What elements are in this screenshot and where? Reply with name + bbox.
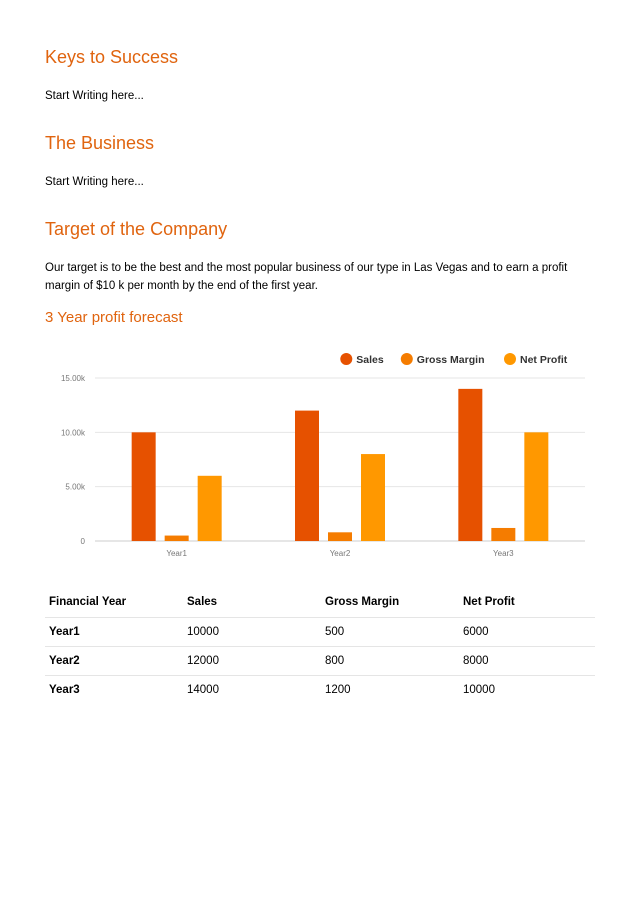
- bar-gross-margin: [328, 532, 352, 541]
- bar-sales: [132, 432, 156, 541]
- forecast-table: [45, 586, 595, 704]
- y-tick-label: 10.00k: [60, 428, 85, 438]
- section-body-target: Our target is to be the best and the most popular business of our type in Las Vegas and to earn a profit margin of $10 k per month by the end of the first year.: [45, 262, 568, 292]
- table-header-cell: Net Profit: [463, 595, 515, 608]
- bar-sales: [458, 389, 482, 541]
- table-header-row: [45, 586, 595, 618]
- section-title-target: Target of the Company: [45, 219, 228, 239]
- table-cell: 12000: [183, 647, 321, 676]
- table-header-cell: Sales: [187, 595, 218, 608]
- section-body-business: Start Writing here...: [45, 176, 144, 188]
- legend-swatch: [401, 353, 413, 365]
- table-cell: 500: [321, 618, 459, 647]
- table-row: [45, 647, 595, 676]
- table-cell: Year2: [45, 647, 183, 676]
- table-cell: 8000: [459, 647, 595, 676]
- x-tick-label: Year3: [493, 549, 514, 558]
- section-body-keys: Start Writing here...: [45, 90, 144, 102]
- profit-forecast-chart: [40, 345, 590, 565]
- table-cell: 10000: [183, 618, 321, 647]
- table-cell: Year3: [45, 676, 183, 705]
- table-cell: 6000: [459, 618, 595, 647]
- legend-label: Sales: [356, 354, 384, 366]
- legend-label: Net Profit: [520, 354, 568, 366]
- bar-net-profit: [198, 476, 222, 541]
- table-cell: 1200: [321, 676, 459, 705]
- y-tick-label: 5.00k: [65, 482, 85, 492]
- bar-sales: [295, 411, 319, 541]
- forecast-title: 3 Year profit forecast: [45, 309, 183, 326]
- table-header-cell: Gross Margin: [325, 595, 400, 608]
- y-tick-label: 0: [80, 537, 85, 546]
- table-cell: 10000: [459, 676, 595, 705]
- table-cell: 14000: [183, 676, 321, 705]
- legend-swatch: [504, 353, 516, 365]
- legend-label: Gross Margin: [416, 354, 485, 366]
- legend-swatch: [340, 353, 352, 365]
- x-tick-label: Year1: [166, 549, 187, 558]
- table-row: [45, 676, 595, 705]
- table-header-cell: Financial Year: [49, 595, 127, 608]
- table-cell: 800: [321, 647, 459, 676]
- bar-gross-margin: [491, 528, 515, 541]
- section-title-business: The Business: [45, 133, 155, 153]
- bar-gross-margin: [165, 536, 189, 541]
- table-cell: Year1: [45, 618, 183, 647]
- bar-net-profit: [361, 454, 385, 541]
- y-tick-label: 15.00k: [60, 374, 85, 383]
- section-title-keys: Keys to Success: [45, 47, 179, 67]
- bar-net-profit: [524, 432, 548, 541]
- table-row: [45, 618, 595, 647]
- x-tick-label: Year2: [329, 549, 351, 558]
